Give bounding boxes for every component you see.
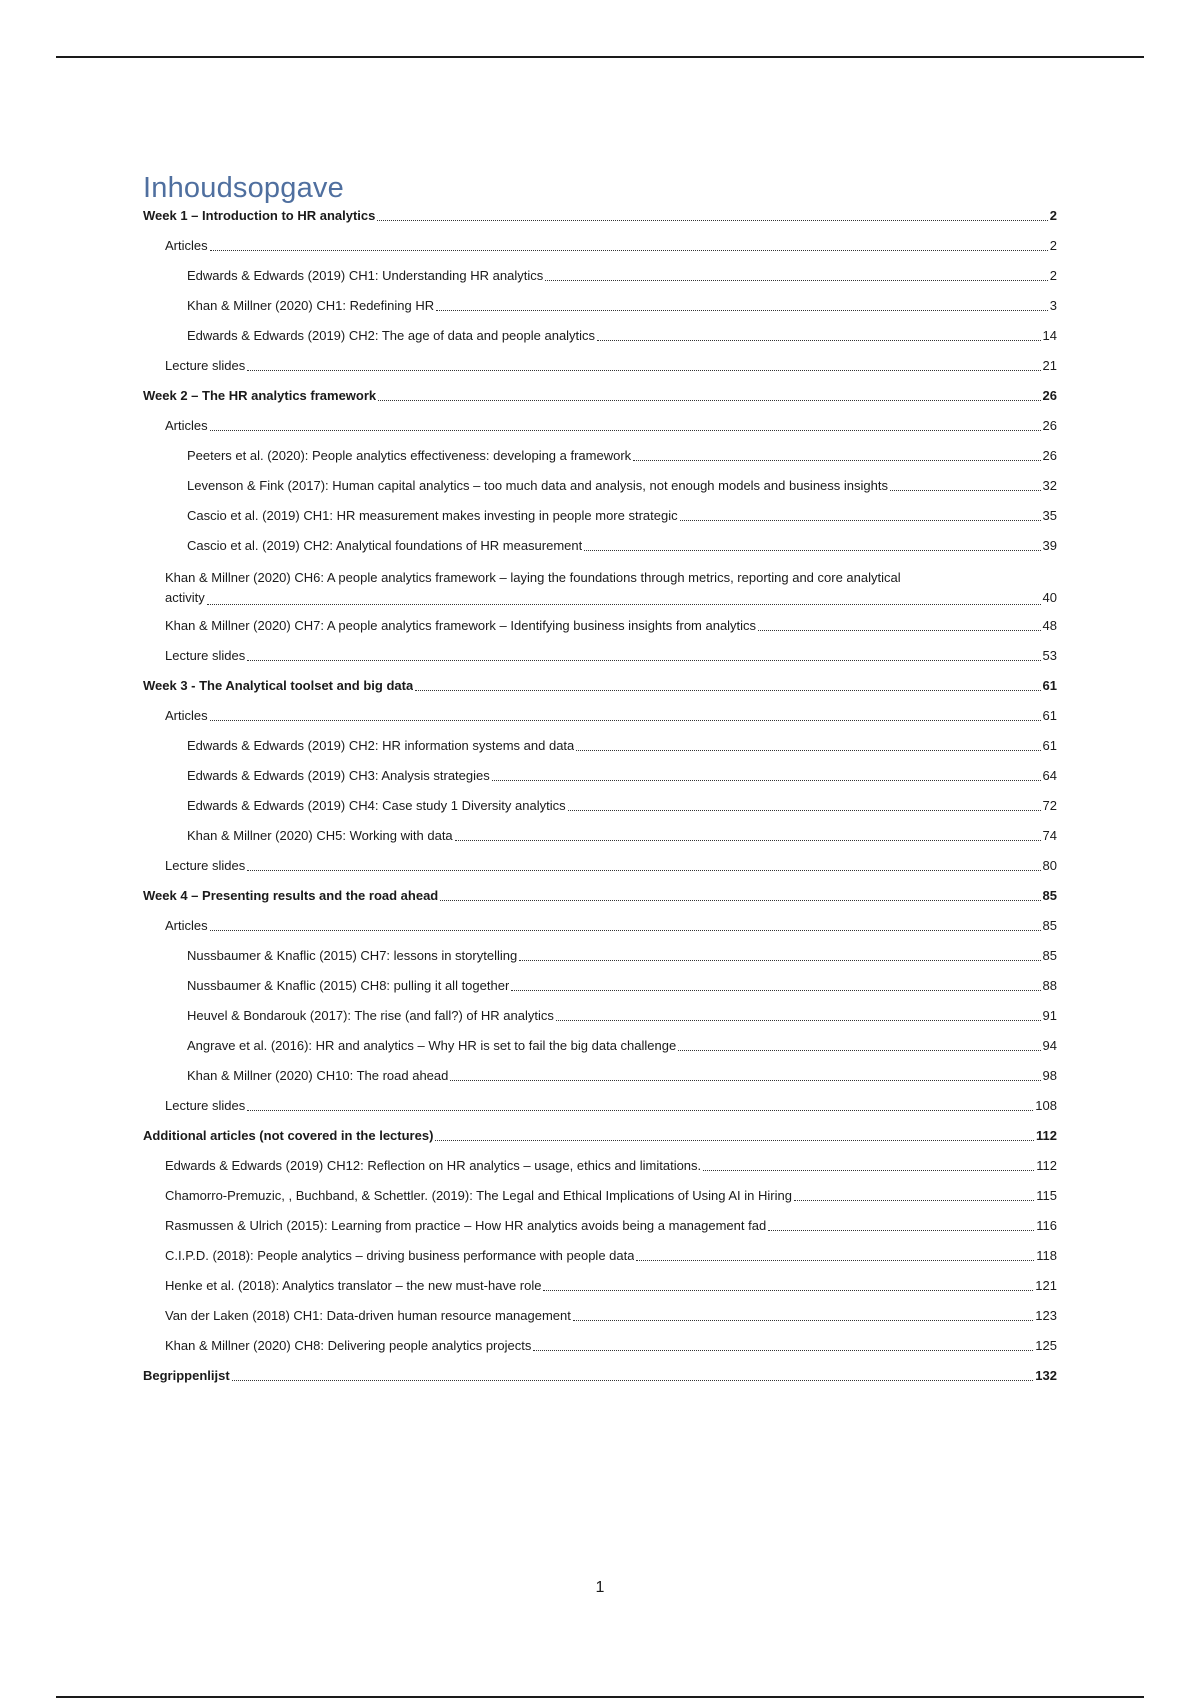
toc-leader-dots <box>440 900 1040 901</box>
toc-page-number: 98 <box>1042 1068 1057 1083</box>
toc-page-number: 112 <box>1036 1128 1057 1143</box>
toc-leader-dots <box>545 280 1048 281</box>
toc-leader-dots <box>890 490 1041 491</box>
table-of-contents <box>143 168 1057 1388</box>
toc-entry-text: Angrave et al. (2016): HR and analytics – Why HR is set to fail the big data challenge <box>187 1038 677 1053</box>
toc-entry[interactable] <box>143 268 1057 284</box>
toc-entry[interactable] <box>143 388 1057 404</box>
toc-page-number: 32 <box>1042 478 1057 493</box>
toc-entry-text: Articles <box>165 708 208 723</box>
toc-entry[interactable] <box>143 948 1057 964</box>
toc-leader-dots <box>207 604 1041 605</box>
toc-entry[interactable] <box>143 1278 1057 1294</box>
toc-leader-dots <box>247 660 1040 661</box>
toc-leader-dots <box>543 1290 1033 1291</box>
toc-entry-text: Khan & Millner (2020) CH7: A people analytics framework – Identifying business insights from analytics <box>165 618 757 633</box>
toc-entry[interactable] <box>143 1158 1057 1174</box>
toc-entry-text: Week 3 - The Analytical toolset and big data <box>143 678 414 693</box>
toc-entry[interactable] <box>143 1038 1057 1054</box>
toc-entry-text: Begrippenlijst <box>143 1368 230 1383</box>
toc-entry[interactable] <box>143 1308 1057 1324</box>
toc-entry[interactable] <box>143 448 1057 464</box>
toc-entry[interactable] <box>143 1338 1057 1354</box>
toc-entry[interactable] <box>143 1008 1057 1024</box>
toc-entry[interactable] <box>143 858 1057 874</box>
toc-entry-text: Lecture slides <box>165 358 246 373</box>
toc-leader-dots <box>210 430 1041 431</box>
toc-leader-dots <box>573 1320 1033 1321</box>
toc-entry-text: Edwards & Edwards (2019) CH3: Analysis strategies <box>187 768 490 783</box>
toc-entry[interactable] <box>143 298 1057 314</box>
toc-entry[interactable] <box>143 1068 1057 1084</box>
toc-entry[interactable] <box>143 538 1057 554</box>
toc-leader-dots <box>556 1020 1041 1021</box>
toc-page-number: 14 <box>1042 328 1057 343</box>
toc-page-number: 26 <box>1042 448 1057 463</box>
toc-leader-dots <box>678 1050 1040 1051</box>
toc-entry[interactable] <box>143 618 1057 634</box>
toc-entry-text: Henke et al. (2018): Analytics translator – the new must-have role <box>165 1278 542 1293</box>
toc-leader-dots <box>758 630 1040 631</box>
toc-leader-dots <box>450 1080 1040 1081</box>
toc-entry-text: Cascio et al. (2019) CH1: HR measurement makes investing in people more strategic <box>187 508 678 523</box>
toc-entry-text: Lecture slides <box>165 858 246 873</box>
toc-page-number: 61 <box>1042 708 1057 723</box>
toc-entry-continuation <box>165 588 1057 608</box>
toc-title: Inhoudsopgave <box>143 172 344 204</box>
toc-leader-dots <box>247 870 1040 871</box>
toc-page-number: 118 <box>1036 1248 1057 1263</box>
toc-entry[interactable] <box>143 568 1057 608</box>
toc-entry[interactable] <box>143 478 1057 494</box>
toc-entry-text: Articles <box>165 918 208 933</box>
toc-entry-text: Heuvel & Bondarouk (2017): The rise (and fall?) of HR analytics <box>187 1008 554 1023</box>
toc-leader-dots <box>377 220 1047 221</box>
toc-leader-dots <box>680 520 1041 521</box>
toc-leader-dots <box>597 340 1040 341</box>
toc-entry[interactable] <box>143 328 1057 344</box>
toc-entry-text: Edwards & Edwards (2019) CH12: Reflection on HR analytics – usage, ethics and limitations. <box>165 1158 702 1173</box>
toc-page-number: 48 <box>1042 618 1057 633</box>
toc-page-number: 61 <box>1042 678 1057 693</box>
toc-entry[interactable] <box>143 1248 1057 1264</box>
toc-leader-dots <box>568 810 1041 811</box>
toc-page-number: 64 <box>1042 768 1057 783</box>
toc-entry[interactable] <box>143 418 1057 434</box>
toc-entry-text: Van der Laken (2018) CH1: Data-driven human resource management <box>165 1308 571 1323</box>
toc-leader-dots <box>210 720 1041 721</box>
toc-entry-text: Articles <box>165 238 208 253</box>
toc-leader-dots <box>633 460 1040 461</box>
toc-entry[interactable] <box>143 738 1057 754</box>
toc-entry[interactable] <box>143 978 1057 994</box>
toc-entry-text-continued: activity <box>165 590 205 605</box>
toc-entry-text: Nussbaumer & Knaflic (2015) CH7: lessons in storytelling <box>187 948 518 963</box>
toc-page-number: 35 <box>1042 508 1057 523</box>
toc-entry-text: Cascio et al. (2019) CH2: Analytical foundations of HR measurement <box>187 538 583 553</box>
toc-entry[interactable] <box>143 918 1057 934</box>
toc-leader-dots <box>703 1170 1034 1171</box>
toc-entry[interactable] <box>143 798 1057 814</box>
toc-entry-text: Edwards & Edwards (2019) CH2: HR information systems and data <box>187 738 575 753</box>
page-number: 1 <box>595 1579 605 1596</box>
toc-entry[interactable] <box>143 768 1057 784</box>
toc-page-number: 91 <box>1042 1008 1057 1023</box>
toc-leader-dots <box>519 960 1040 961</box>
toc-leader-dots <box>247 370 1040 371</box>
toc-entry-text: Lecture slides <box>165 648 246 663</box>
toc-page-number: 108 <box>1035 1098 1057 1113</box>
toc-entry-text: Edwards & Edwards (2019) CH2: The age of data and people analytics <box>187 328 596 343</box>
toc-entry-text: Lecture slides <box>165 1098 246 1113</box>
toc-entry[interactable] <box>143 1368 1057 1384</box>
toc-page-number: 112 <box>1036 1158 1057 1173</box>
toc-page-number: 80 <box>1042 858 1057 873</box>
toc-entry-text: Khan & Millner (2020) CH8: Delivering people analytics projects <box>165 1338 532 1353</box>
toc-page-number: 2 <box>1049 268 1057 283</box>
toc-leader-dots <box>576 750 1040 751</box>
toc-entry-text: Rasmussen & Ulrich (2015): Learning from practice – How HR analytics avoids being a management fad <box>165 1218 767 1233</box>
toc-entry-text: Week 1 – Introduction to HR analytics <box>143 208 376 223</box>
toc-entry-text: Edwards & Edwards (2019) CH4: Case study 1 Diversity analytics <box>187 798 566 813</box>
footer-rule <box>56 1696 1144 1698</box>
toc-entry-text: Khan & Millner (2020) CH10: The road ahead <box>187 1068 449 1083</box>
toc-entry[interactable] <box>143 678 1057 694</box>
toc-entry-text: C.I.P.D. (2018): People analytics – driving business performance with people data <box>165 1248 635 1263</box>
toc-leader-dots <box>455 840 1041 841</box>
toc-leader-dots <box>533 1350 1033 1351</box>
toc-page-number: 26 <box>1042 388 1057 403</box>
toc-leader-dots <box>435 1140 1034 1141</box>
toc-page-number: 115 <box>1036 1188 1057 1203</box>
toc-page-number: 116 <box>1036 1218 1057 1233</box>
toc-entry[interactable] <box>143 1188 1057 1204</box>
toc-page-number: 39 <box>1042 538 1057 553</box>
toc-page-number: 88 <box>1042 978 1057 993</box>
toc-page-number: 61 <box>1042 738 1057 753</box>
toc-page-number: 123 <box>1035 1308 1057 1323</box>
toc-list <box>143 208 1057 1388</box>
toc-page-number: 85 <box>1042 918 1057 933</box>
toc-leader-dots <box>415 690 1040 691</box>
toc-entry-text: Week 2 – The HR analytics framework <box>143 388 377 403</box>
toc-page-number: 2 <box>1049 238 1057 253</box>
toc-entry-text: Edwards & Edwards (2019) CH1: Understanding HR analytics <box>187 268 544 283</box>
toc-leader-dots <box>436 310 1048 311</box>
toc-entry-text: Khan & Millner (2020) CH1: Redefining HR <box>187 298 435 313</box>
toc-page-number: 132 <box>1035 1368 1057 1383</box>
toc-entry-text: Additional articles (not covered in the lectures) <box>143 1128 434 1143</box>
toc-leader-dots <box>247 1110 1033 1111</box>
toc-entry[interactable] <box>143 888 1057 904</box>
toc-page-number: 85 <box>1042 948 1057 963</box>
toc-page-number: 40 <box>1042 590 1057 605</box>
toc-entry[interactable] <box>143 648 1057 664</box>
toc-leader-dots <box>636 1260 1034 1261</box>
toc-leader-dots <box>492 780 1041 781</box>
toc-entry-text: Nussbaumer & Knaflic (2015) CH8: pulling it all together <box>187 978 510 993</box>
header-rule <box>56 56 1144 58</box>
toc-leader-dots <box>378 400 1040 401</box>
toc-leader-dots <box>210 930 1041 931</box>
toc-entry[interactable] <box>143 1218 1057 1234</box>
toc-page-number: 21 <box>1042 358 1057 373</box>
toc-page-number: 53 <box>1042 648 1057 663</box>
toc-leader-dots <box>210 250 1048 251</box>
toc-entry[interactable] <box>143 708 1057 724</box>
toc-entry[interactable] <box>143 208 1057 224</box>
toc-page-number: 3 <box>1049 298 1057 313</box>
toc-leader-dots <box>511 990 1040 991</box>
toc-entry[interactable] <box>143 358 1057 374</box>
toc-page-number: 125 <box>1035 1338 1057 1353</box>
toc-entry-text: Week 4 – Presenting results and the road ahead <box>143 888 439 903</box>
toc-leader-dots <box>584 550 1040 551</box>
toc-page-number: 74 <box>1042 828 1057 843</box>
toc-entry-text: Peeters et al. (2020): People analytics effectiveness: developing a framework <box>187 448 632 463</box>
toc-entry-text: Articles <box>165 418 208 433</box>
toc-page-number: 85 <box>1042 888 1057 903</box>
toc-entry-text: Chamorro-Premuzic, , Buchband, & Schettler. (2019): The Legal and Ethical Implications of Using AI in Hiring <box>165 1188 792 1203</box>
toc-entry-text: Khan & Millner (2020) CH6: A people analytics framework – laying the foundations through metrics, reporting and core analytical <box>165 570 901 585</box>
toc-page-number: 26 <box>1042 418 1057 433</box>
toc-page-number: 94 <box>1042 1038 1057 1053</box>
toc-leader-dots <box>768 1230 1034 1231</box>
toc-leader-dots <box>794 1200 1034 1201</box>
toc-entry[interactable] <box>143 508 1057 524</box>
toc-entry-text: Levenson & Fink (2017): Human capital analytics – too much data and analysis, not enough models and business insights <box>187 478 888 493</box>
toc-entry[interactable] <box>143 1098 1057 1114</box>
toc-page-number: 72 <box>1042 798 1057 813</box>
toc-entry-text: Khan & Millner (2020) CH5: Working with data <box>187 828 453 843</box>
toc-page-number: 121 <box>1035 1278 1057 1293</box>
toc-entry[interactable] <box>143 828 1057 844</box>
toc-entry[interactable] <box>143 1128 1057 1144</box>
toc-page-number: 2 <box>1049 208 1057 223</box>
toc-entry[interactable] <box>143 238 1057 254</box>
toc-leader-dots <box>232 1380 1034 1381</box>
